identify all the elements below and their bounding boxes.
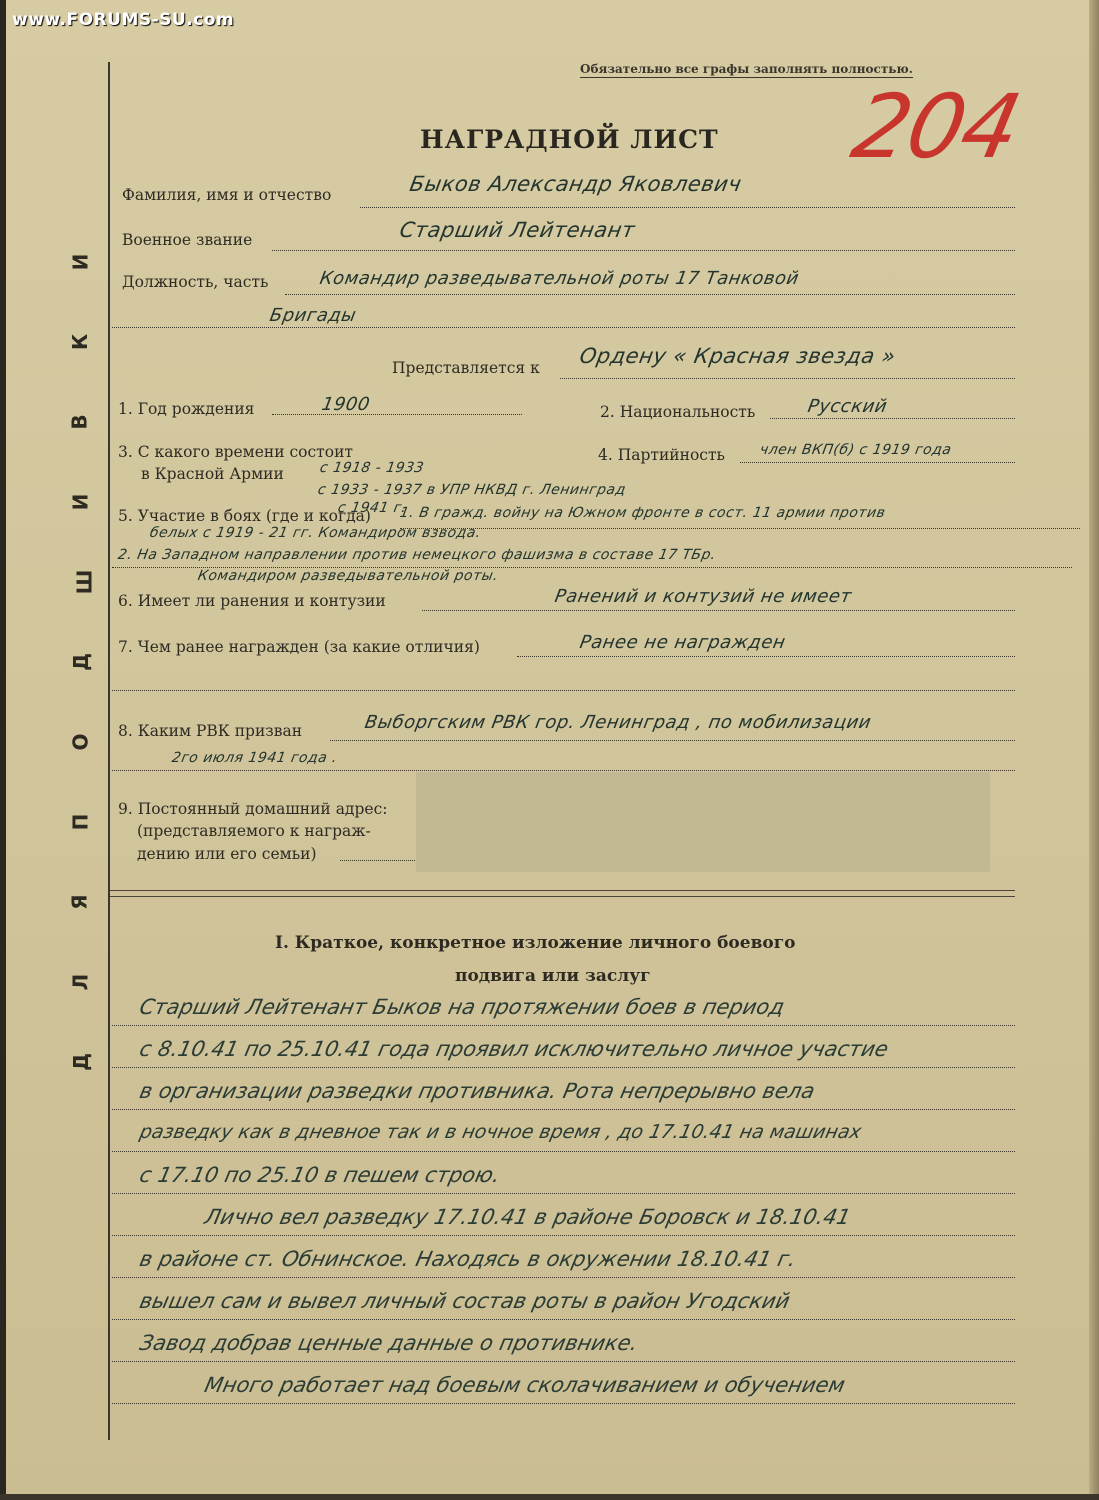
narrative-line: с 8.10.41 по 25.10.41 года проявил исключительно личное участие	[137, 1037, 891, 1061]
prior-awards-label: 7. Чем ранее награжден (за какие отличия)	[118, 638, 480, 656]
battles-value-1: 1. В гражд. войну на Южном фронте в сост. 11 армии против	[398, 505, 887, 521]
section-divider-top	[110, 890, 1015, 891]
prior-awards-line-2	[112, 690, 1015, 691]
address-label-1: 9. Постоянный домашний адрес:	[118, 800, 388, 818]
battles-label: 5. Участие в боях (где и когда)	[118, 507, 371, 525]
position-line-2	[112, 327, 1015, 328]
fill-notice: Обязательно все графы заполнять полностью.	[580, 62, 913, 76]
battles-value-4: Командиром разведывательной роты.	[196, 568, 500, 584]
prior-awards-value: Ранее не награжден	[578, 632, 788, 653]
section-divider-bottom	[110, 896, 1015, 897]
narrative-line: Лично вел разведку 17.10.41 в районе Боровск и 18.10.41	[202, 1205, 853, 1229]
party-line	[740, 462, 1015, 463]
watermark: www.FORUMS-SU.com	[12, 10, 235, 30]
name-label: Фамилия, имя и отчество	[122, 186, 332, 204]
position-line-1	[285, 294, 1015, 295]
narrative-underline	[112, 1319, 1015, 1320]
position-label: Должность, часть	[122, 273, 269, 291]
narrative-underline	[112, 1403, 1015, 1404]
nationality-value: Русский	[806, 396, 889, 417]
scan-left-edge	[0, 0, 6, 1500]
rank-line	[272, 250, 1015, 251]
margin-stamp-letter: О	[68, 733, 93, 751]
rvk-value-2: 2го июля 1941 года .	[170, 750, 339, 766]
battles-value-3: 2. На Западном направлении против немецкого фашизма в составе 17 ТБр.	[116, 547, 718, 563]
rvk-line-1	[330, 740, 1015, 741]
narrative-underline	[112, 1235, 1015, 1236]
wounds-value: Ранений и контузий не имеет	[553, 586, 854, 607]
margin-stamp-letter: Д	[68, 1053, 93, 1071]
rvk-label: 8. Каким РВК призван	[118, 722, 303, 740]
presented-label: Представляется к	[392, 359, 540, 377]
narrative-underline	[112, 1151, 1015, 1152]
birth-year-value: 1900	[320, 394, 372, 415]
scan-bottom-edge	[0, 1494, 1099, 1500]
margin-stamp-letter: Я	[67, 894, 92, 910]
section-title-2: подвига или заслуг	[455, 966, 651, 986]
narrative-underline	[112, 1067, 1015, 1068]
service-since-value-2: с 1933 - 1937 в УПР НКВД г. Ленинград	[316, 482, 628, 498]
narrative-line: в организации разведки противника. Рота непрерывно вела	[137, 1079, 818, 1103]
narrative-underline	[112, 1193, 1015, 1194]
narrative-line: Завод добрав ценные данные о противнике.	[137, 1331, 641, 1355]
margin-stamp-letter: К	[68, 333, 93, 351]
battles-value-2: белых с 1919 - 21 гг. Командиром взвода.	[148, 525, 483, 541]
battles-line-1	[400, 528, 1080, 529]
margin-stamp-letter: Л	[68, 973, 93, 991]
service-since-value-3: с 1941 г.	[336, 500, 408, 516]
service-since-value-1: с 1918 - 1933	[318, 460, 426, 476]
wounds-label: 6. Имеет ли ранения и контузии	[118, 592, 386, 610]
name-value: Быков Александр Яковлевич	[407, 172, 744, 196]
narrative-line: вышел сам и вывел личный состав роты в район Угодский	[137, 1289, 793, 1313]
presented-value: Ордену « Красная звезда »	[577, 344, 898, 368]
address-label-3: дению или его семьи)	[137, 845, 317, 863]
nationality-label: 2. Национальность	[600, 403, 756, 421]
narrative-line: Много работает над боевым сколачиванием и обучением	[202, 1373, 848, 1397]
party-value: член ВКП(б) с 1919 года	[758, 442, 953, 458]
scan-right-edge	[1089, 0, 1099, 1500]
narrative-underline	[112, 1277, 1015, 1278]
position-value-1: Командир разведывательной роты 17 Танковой	[318, 268, 801, 289]
service-since-label-1: 3. С какого времени состоит	[118, 443, 353, 461]
address-label-2: (представляемого к награж-	[137, 822, 371, 840]
binding-margin-rule	[108, 62, 110, 1440]
rank-value: Старший Лейтенант	[397, 218, 637, 242]
margin-stamp-letter: П	[68, 813, 93, 831]
address-line	[340, 860, 415, 861]
margin-stamp-letter: Ш	[72, 569, 97, 595]
narrative-underline	[112, 1025, 1015, 1026]
narrative-line: с 17.10 по 25.10 в пешем строю.	[137, 1163, 503, 1187]
birth-year-label: 1. Год рождения	[118, 400, 255, 418]
address-redaction	[416, 772, 990, 872]
name-line	[360, 207, 1015, 208]
party-label: 4. Партийность	[598, 446, 725, 464]
form-number: 204	[844, 75, 1028, 178]
section-title-1: I. Краткое, конкретное изложение личного боевого	[275, 933, 796, 953]
narrative-line: в районе ст. Обнинское. Находясь в окружении 18.10.41 г.	[137, 1247, 799, 1271]
position-value-2: Бригады	[268, 305, 358, 326]
margin-stamp-letter: И	[68, 253, 93, 271]
narrative-line: разведку как в дневное так и в ночное время , до 17.10.41 на машинах	[137, 1121, 864, 1143]
document-title: НАГРАДНОЙ ЛИСТ	[420, 125, 719, 154]
narrative-underline	[112, 1109, 1015, 1110]
narrative-line: Старший Лейтенант Быков на протяжении боев в период	[137, 995, 787, 1019]
margin-stamp-letter: И	[68, 493, 93, 511]
margin-stamp-letter: В	[67, 414, 92, 430]
birth-year-line	[272, 414, 522, 415]
presented-line	[560, 378, 1015, 379]
wounds-line	[422, 610, 1015, 611]
rank-label: Военное звание	[122, 231, 253, 249]
prior-awards-line	[517, 656, 1015, 657]
service-since-label-2: в Красной Армии	[141, 465, 284, 483]
narrative-underline	[112, 1361, 1015, 1362]
rvk-line-2	[112, 770, 1015, 771]
rvk-value-1: Выборгским РВК гор. Ленинград , по мобилизации	[363, 712, 873, 733]
margin-stamp-letter: Д	[68, 653, 93, 671]
nationality-line	[770, 418, 1015, 419]
